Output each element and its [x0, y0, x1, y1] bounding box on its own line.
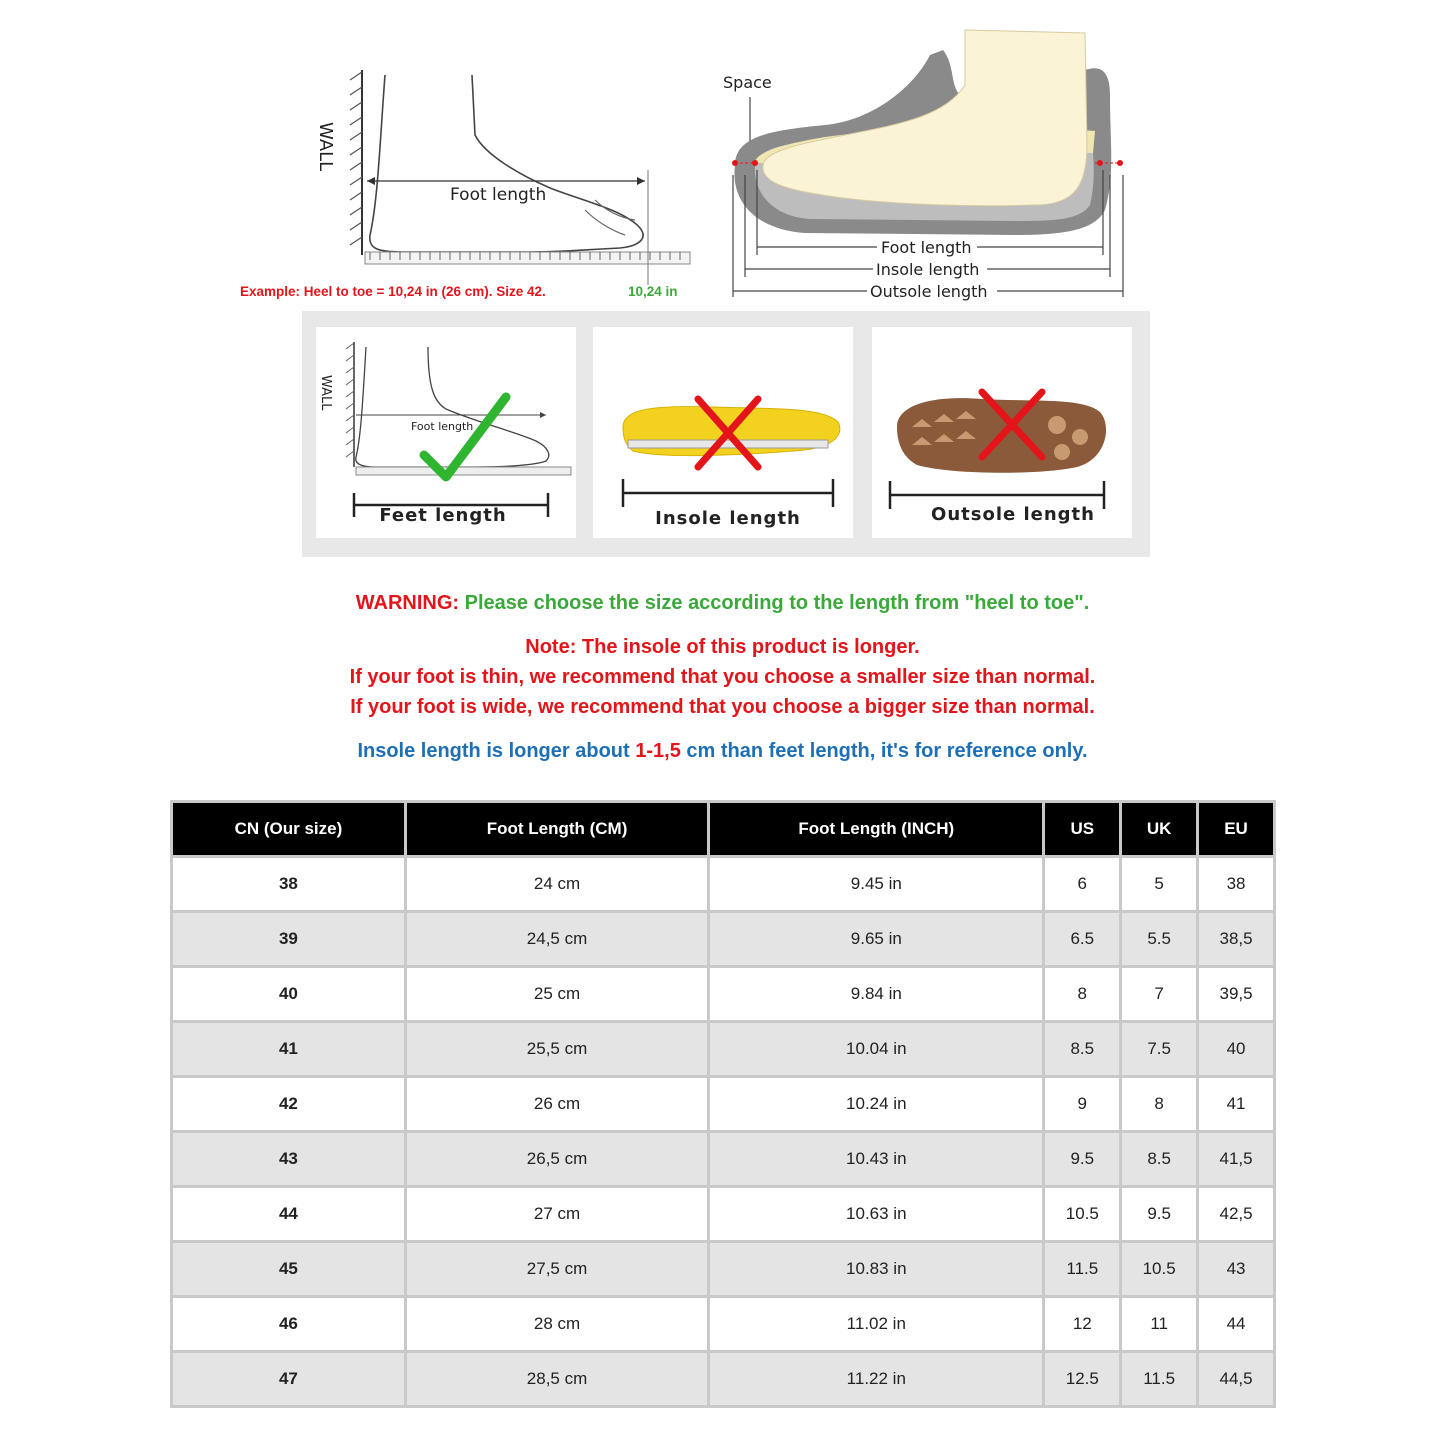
insole-note-line: [0, 740, 1445, 763]
table-row: [173, 968, 1273, 1020]
cell-cn: 40: [173, 968, 404, 1020]
insole-length-caption: Insole length: [655, 508, 801, 529]
cell-foot-cm: 28,5 cm: [407, 1353, 707, 1405]
panel-foot-length-label: Foot length: [411, 420, 474, 433]
cell-foot-inch: 11.22 in: [710, 1353, 1042, 1405]
cell-cn: 46: [173, 1298, 404, 1350]
cell-cn: 38: [173, 858, 404, 910]
header-cn: CN (Our size): [173, 803, 404, 855]
cell-us: 12.5: [1045, 1353, 1119, 1405]
feet-length-caption: Feet length: [379, 505, 507, 526]
panel-insole-length: [593, 327, 853, 538]
cell-eu: 41,5: [1199, 1133, 1273, 1185]
cell-us: 6: [1045, 858, 1119, 910]
cell-foot-cm: 26,5 cm: [407, 1133, 707, 1185]
cell-us: 8: [1045, 968, 1119, 1020]
table-header-row: [173, 803, 1273, 855]
shoe-foot-length: Foot length: [881, 238, 972, 257]
table-row: [173, 1298, 1273, 1350]
cell-foot-cm: 27 cm: [407, 1188, 707, 1240]
cell-eu: 41: [1199, 1078, 1273, 1130]
cell-eu: 38,5: [1199, 913, 1273, 965]
cell-cn: 44: [173, 1188, 404, 1240]
foot-length-label: Foot length: [450, 185, 547, 205]
cell-cn: 42: [173, 1078, 404, 1130]
cell-uk: 11: [1122, 1298, 1196, 1350]
cell-foot-cm: 24 cm: [407, 858, 707, 910]
cell-eu: 40: [1199, 1023, 1273, 1075]
cell-foot-inch: 10.24 in: [710, 1078, 1042, 1130]
header-foot-inch: Foot Length (INCH): [710, 803, 1042, 855]
panel-outsole-length: [872, 327, 1132, 538]
cell-foot-inch: 10.63 in: [710, 1188, 1042, 1240]
cell-uk: 10.5: [1122, 1243, 1196, 1295]
cell-eu: 42,5: [1199, 1188, 1273, 1240]
warning-prefix: WARNING:: [355, 592, 460, 614]
header-foot-cm: Foot Length (CM): [407, 803, 707, 855]
warning-text: Please choose the size according to the length from "heel to toe".: [464, 592, 1090, 614]
cell-us: 9: [1045, 1078, 1119, 1130]
warning-line: [0, 592, 1445, 615]
cell-foot-inch: 9.45 in: [710, 858, 1042, 910]
wall-label: WALL: [315, 122, 336, 172]
shoe-outsole-length: Outsole length: [870, 282, 988, 301]
note-line-1: Note: The insole of this product is longer.: [525, 636, 920, 658]
cell-foot-cm: 27,5 cm: [407, 1243, 707, 1295]
cell-uk: 11.5: [1122, 1353, 1196, 1405]
cell-eu: 39,5: [1199, 968, 1273, 1020]
table-row: [173, 1023, 1273, 1075]
cell-us: 9.5: [1045, 1133, 1119, 1185]
cell-foot-inch: 10.83 in: [710, 1243, 1042, 1295]
space-label: Space: [723, 73, 772, 92]
table-row: [173, 913, 1273, 965]
cell-eu: 38: [1199, 858, 1273, 910]
cell-foot-inch: 9.65 in: [710, 913, 1042, 965]
cell-cn: 39: [173, 913, 404, 965]
cell-us: 10.5: [1045, 1188, 1119, 1240]
insole-note-value: 1-1,5: [635, 740, 681, 762]
cell-cn: 45: [173, 1243, 404, 1295]
cell-foot-cm: 24,5 cm: [407, 913, 707, 965]
cell-us: 11.5: [1045, 1243, 1119, 1295]
cell-eu: 43: [1199, 1243, 1273, 1295]
cell-foot-cm: 28 cm: [407, 1298, 707, 1350]
table-row: [173, 1078, 1273, 1130]
header-us: US: [1045, 803, 1119, 855]
cell-cn: 43: [173, 1133, 404, 1185]
cell-us: 6.5: [1045, 913, 1119, 965]
example-value: 10,24 in: [628, 284, 678, 299]
cell-foot-inch: 11.02 in: [710, 1298, 1042, 1350]
note-line-2: If your foot is thin, we recommend that you choose a smaller size than normal.: [349, 666, 1096, 688]
cell-uk: 7.5: [1122, 1023, 1196, 1075]
cell-uk: 8: [1122, 1078, 1196, 1130]
cell-uk: 5: [1122, 858, 1196, 910]
foot-measure-diagram: [230, 60, 700, 305]
cell-uk: 8.5: [1122, 1133, 1196, 1185]
table-row: [173, 1133, 1273, 1185]
cell-foot-inch: 9.84 in: [710, 968, 1042, 1020]
cell-cn: 41: [173, 1023, 404, 1075]
insole-illustration: [593, 327, 853, 538]
table-row: [173, 1188, 1273, 1240]
size-table: [170, 800, 1276, 1408]
cell-us: 12: [1045, 1298, 1119, 1350]
shoe-section-diagram: [715, 25, 1135, 305]
cell-uk: 7: [1122, 968, 1196, 1020]
cell-foot-inch: 10.43 in: [710, 1133, 1042, 1185]
cell-cn: 47: [173, 1353, 404, 1405]
note-line-3: If your foot is wide, we recommend that you choose a bigger size than normal.: [350, 696, 1095, 718]
cell-foot-cm: 25,5 cm: [407, 1023, 707, 1075]
example-text: Example: Heel to toe = 10,24 in (26 cm). Size 42.: [240, 284, 546, 299]
cell-foot-inch: 10.04 in: [710, 1023, 1042, 1075]
table-row: [173, 1243, 1273, 1295]
outsole-length-caption: Outsole length: [931, 504, 1095, 525]
table-row: [173, 1353, 1273, 1405]
cell-eu: 44: [1199, 1298, 1273, 1350]
cell-foot-cm: 26 cm: [407, 1078, 707, 1130]
insole-note-post: cm than feet length, it's for reference only.: [686, 740, 1088, 762]
cell-uk: 9.5: [1122, 1188, 1196, 1240]
insole-note-pre: Insole length is longer about: [357, 740, 630, 762]
table-row: [173, 858, 1273, 910]
check-icon: [424, 397, 506, 477]
cell-uk: 5.5: [1122, 913, 1196, 965]
cell-eu: 44,5: [1199, 1353, 1273, 1405]
shoe-insole-length: Insole length: [876, 260, 980, 279]
cell-foot-cm: 25 cm: [407, 968, 707, 1020]
panel-wall-label: WALL: [318, 375, 333, 411]
cell-us: 8.5: [1045, 1023, 1119, 1075]
panel-feet-length: [316, 327, 576, 538]
header-uk: UK: [1122, 803, 1196, 855]
header-eu: EU: [1199, 803, 1273, 855]
